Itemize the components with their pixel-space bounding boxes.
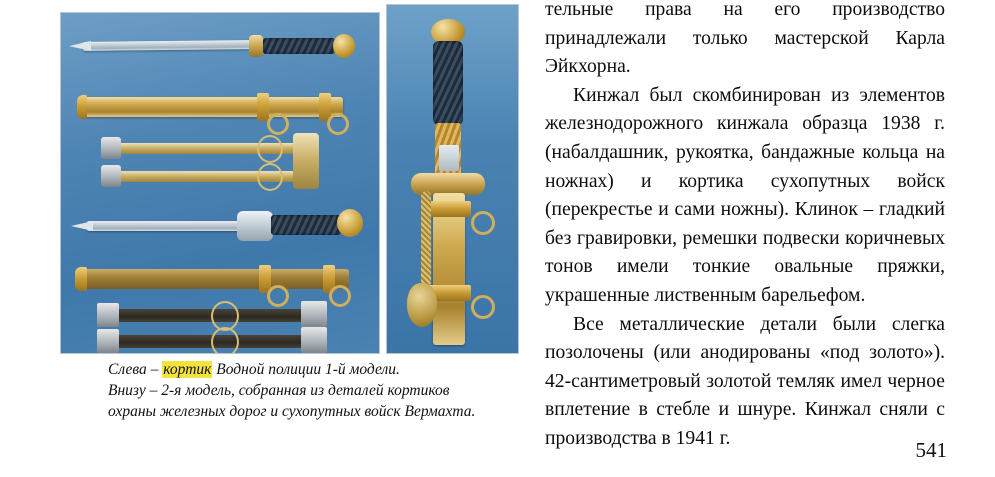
- eagle-emblem-closeup: [439, 145, 459, 171]
- scabbard-ring-upper-model2: [329, 285, 351, 307]
- caption-line-1: [108, 359, 578, 380]
- scabbard-model2: [81, 269, 349, 289]
- paragraph-3: Все металлические детали были слегка позолочены (или анодированы «под золото»). 42-сантиметровый золотой темляк имел черное вплетение в стебле и шнуре. Кинжал сняли с производства в 1941 г.: [545, 313, 945, 449]
- figure-caption: [108, 359, 578, 422]
- caption-line-1-pre: Слева –: [108, 361, 163, 378]
- figure: [52, 4, 519, 424]
- hanger-clip-2-model2: [97, 329, 119, 353]
- sword-knot-acorn: [407, 283, 437, 327]
- blade-tip-model1: [69, 41, 91, 51]
- grip-closeup: [433, 41, 463, 125]
- pommel-model2: [337, 209, 363, 237]
- hanger-buckle-3-model2: [301, 301, 327, 327]
- caption-line-3: охраны железных дорог и сухопутных войск Вермахта.: [108, 403, 476, 420]
- caption-line-1-post: Водной полиции 1-й модели.: [212, 361, 400, 378]
- scabbard-tip-model1: [77, 95, 87, 119]
- caption-line-2: Внизу – 2-я модель, собранная из деталей кортиков: [108, 382, 450, 399]
- crossguard-model1: [249, 35, 263, 57]
- scabbard-ring-2-closeup: [471, 295, 495, 319]
- page-number: 541: [915, 438, 947, 462]
- blade-model2: [87, 221, 247, 231]
- hanger-buckle-2-model1: [257, 163, 283, 191]
- caption-highlight-term: кортик: [163, 361, 212, 378]
- grip-model1: [263, 38, 335, 54]
- scabbard-ring-lower-model1: [267, 113, 289, 135]
- photo-plate-left: [60, 12, 380, 354]
- hanger-buckle-1-model1: [257, 135, 283, 163]
- crossguard-model2: [237, 211, 273, 241]
- scabbard-band-lower-model1: [257, 93, 269, 121]
- scabbard-band-1-closeup: [427, 201, 471, 217]
- hanger-yoke-model1: [293, 133, 319, 189]
- scabbard-ring-1-closeup: [471, 211, 495, 235]
- hanger-clip-2-model1: [101, 165, 121, 187]
- grip-model2: [271, 215, 341, 235]
- hanger-clip-1-model1: [101, 137, 121, 159]
- hanger-buckle-2-model2: [211, 327, 239, 354]
- blade-tip-model2: [71, 221, 93, 231]
- scabbard-model1: [81, 97, 343, 117]
- blade-model1: [83, 40, 251, 51]
- scabbard-ring-upper-model1: [327, 113, 349, 135]
- sword-knot-cord: [421, 191, 431, 287]
- hanger-buckle-4-model2: [301, 327, 327, 353]
- body-text-column: [545, 0, 945, 454]
- paragraph-2: Кинжал был скомбинирован из элементов железнодорожного кинжала образца 1938 г. (набалдашник, рукоятка, бандажные кольца на ножнах) и кортика сухопутных войск (перекрестье и сами ножны). Клинок – гладкий без гравировки, ремешки подвески коричневых тонов имели тонкие овальные пряжки, украшенные лиственным барельефом.: [545, 84, 945, 306]
- hanger-clip-1-model2: [97, 303, 119, 327]
- photo-plate-right: [386, 4, 519, 354]
- paragraph-1: тельные права на его производство принадлежали только мастерской Карла Эйкхорна.: [545, 0, 945, 78]
- scabbard-tip-model2: [75, 267, 87, 291]
- figure-plates: [52, 4, 519, 352]
- scabbard-ring-lower-model2: [267, 285, 289, 307]
- pommel-model1: [333, 34, 355, 58]
